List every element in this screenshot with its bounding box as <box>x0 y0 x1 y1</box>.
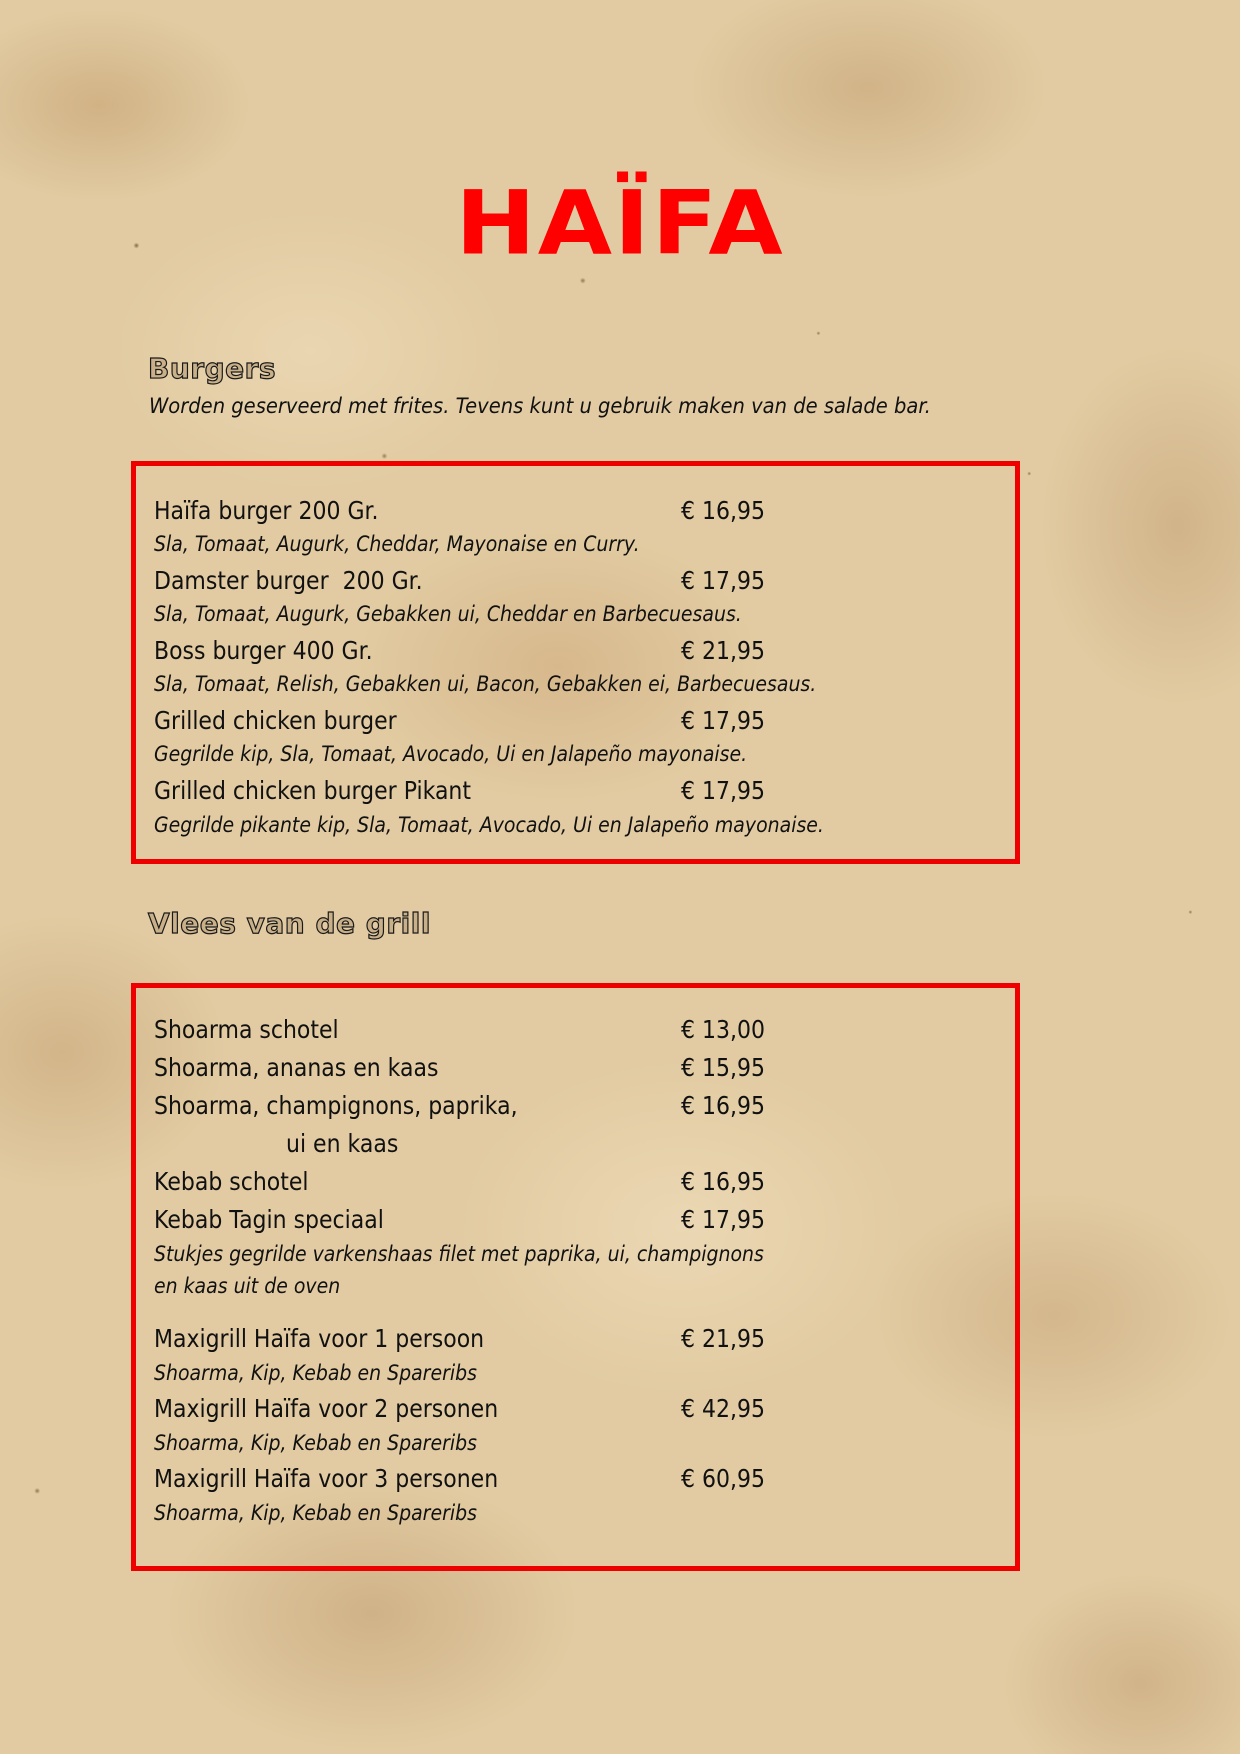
menu-item-description-row <box>154 1240 832 1268</box>
menu-item-row <box>154 1053 765 1083</box>
menu-item-row <box>154 1091 765 1121</box>
menu-item-description: Shoarma, Kip, Kebab en Spareribs <box>154 1501 477 1525</box>
menu-item-price: € 13,00 <box>681 1015 765 1044</box>
menu-item-description-row <box>154 1272 361 1300</box>
menu-item-price: € 16,95 <box>681 496 765 525</box>
menu-item-description-row <box>154 1499 513 1527</box>
menu-item-name: Damster burger 200 Gr. <box>154 566 423 595</box>
section-heading-burgers: Burgers <box>148 352 277 385</box>
grill-menu-box <box>131 983 1020 1571</box>
menu-item-row <box>154 1167 765 1197</box>
menu-item-price: € 17,95 <box>681 776 765 805</box>
menu-item-description-row <box>154 811 898 839</box>
section-note-burgers: Worden geserveerd met frites. Tevens kunt u gebruik maken van de salade bar. <box>149 394 931 418</box>
menu-item-name: Maxigrill Haïfa voor 1 persoon <box>154 1324 485 1353</box>
menu-item-row <box>154 1205 765 1235</box>
menu-item-description: Sla, Tomaat, Augurk, Gebakken ui, Cheddar en Barbecuesaus. <box>154 602 742 626</box>
menu-item-name: Shoarma schotel <box>154 1015 339 1044</box>
menu-item-row <box>154 1015 765 1045</box>
menu-item-row <box>154 566 765 596</box>
menu-item-description-row <box>154 530 694 558</box>
menu-item-price: € 21,95 <box>681 1324 765 1353</box>
menu-item-name: Maxigrill Haïfa voor 3 personen <box>154 1464 499 1493</box>
menu-item-name: Kebab Tagin speciaal <box>154 1205 384 1234</box>
menu-item-price: € 42,95 <box>681 1394 765 1423</box>
menu-item-row <box>154 636 765 666</box>
menu-item-price: € 21,95 <box>681 636 765 665</box>
section-heading-grill: Vlees van de grill <box>148 907 431 940</box>
menu-item-description: Shoarma, Kip, Kebab en Spareribs <box>154 1361 477 1385</box>
menu-item-description-row <box>154 600 807 628</box>
menu-item-name: Grilled chicken burger Pikant <box>154 776 472 805</box>
menu-item-description: Shoarma, Kip, Kebab en Spareribs <box>154 1431 477 1455</box>
menu-item-description-row <box>154 670 890 698</box>
menu-item-price: € 16,95 <box>681 1167 765 1196</box>
menu-item-description: Sla, Tomaat, Augurk, Cheddar, Mayonaise en Curry. <box>154 532 640 556</box>
menu-item-description-row <box>154 1429 513 1457</box>
menu-item-name: Shoarma, champignons, paprika, <box>154 1091 518 1120</box>
menu-item-price: € 17,95 <box>681 706 765 735</box>
menu-item-name-continuation: ui en kaas <box>286 1129 399 1158</box>
menu-item-name: Haïfa burger 200 Gr. <box>154 496 379 525</box>
menu-item-price: € 17,95 <box>681 566 765 595</box>
burgers-menu-box <box>131 461 1020 864</box>
menu-item-row <box>154 776 765 806</box>
menu-item-description: Gegrilde pikante kip, Sla, Tomaat, Avocado, Ui en Jalapeño mayonaise. <box>154 813 824 837</box>
menu-item-row <box>154 496 765 526</box>
menu-item-name: Boss burger 400 Gr. <box>154 636 373 665</box>
menu-item-row <box>154 1324 765 1354</box>
menu-item-name: Shoarma, ananas en kaas <box>154 1053 439 1082</box>
menu-item-name-continuation-row <box>154 1129 432 1159</box>
menu-item-price: € 17,95 <box>681 1205 765 1234</box>
menu-item-description: Sla, Tomaat, Relish, Gebakken ui, Bacon, Gebakken ei, Barbecuesaus. <box>154 672 817 696</box>
menu-item-price: € 60,95 <box>681 1464 765 1493</box>
menu-item-row <box>154 706 765 736</box>
menu-item-description: Gegrilde kip, Sla, Tomaat, Avocado, Ui en Jalapeño mayonaise. <box>154 742 748 766</box>
menu-item-description-continuation: en kaas uit de oven <box>154 1274 341 1298</box>
menu-item-name: Kebab schotel <box>154 1167 309 1196</box>
menu-item-description-row <box>154 740 813 768</box>
menu-item-price: € 15,95 <box>681 1053 765 1082</box>
menu-item-name: Maxigrill Haïfa voor 2 personen <box>154 1394 499 1423</box>
menu-item-price: € 16,95 <box>681 1091 765 1120</box>
restaurant-logo: HAÏFA <box>455 171 785 275</box>
menu-item-description: Stukjes gegrilde varkenshaas filet met paprika, ui, champignons <box>154 1242 764 1266</box>
menu-item-description-row <box>154 1359 513 1387</box>
menu-item-name: Grilled chicken burger <box>154 706 397 735</box>
menu-item-row <box>154 1394 765 1424</box>
menu-item-row <box>154 1464 765 1494</box>
